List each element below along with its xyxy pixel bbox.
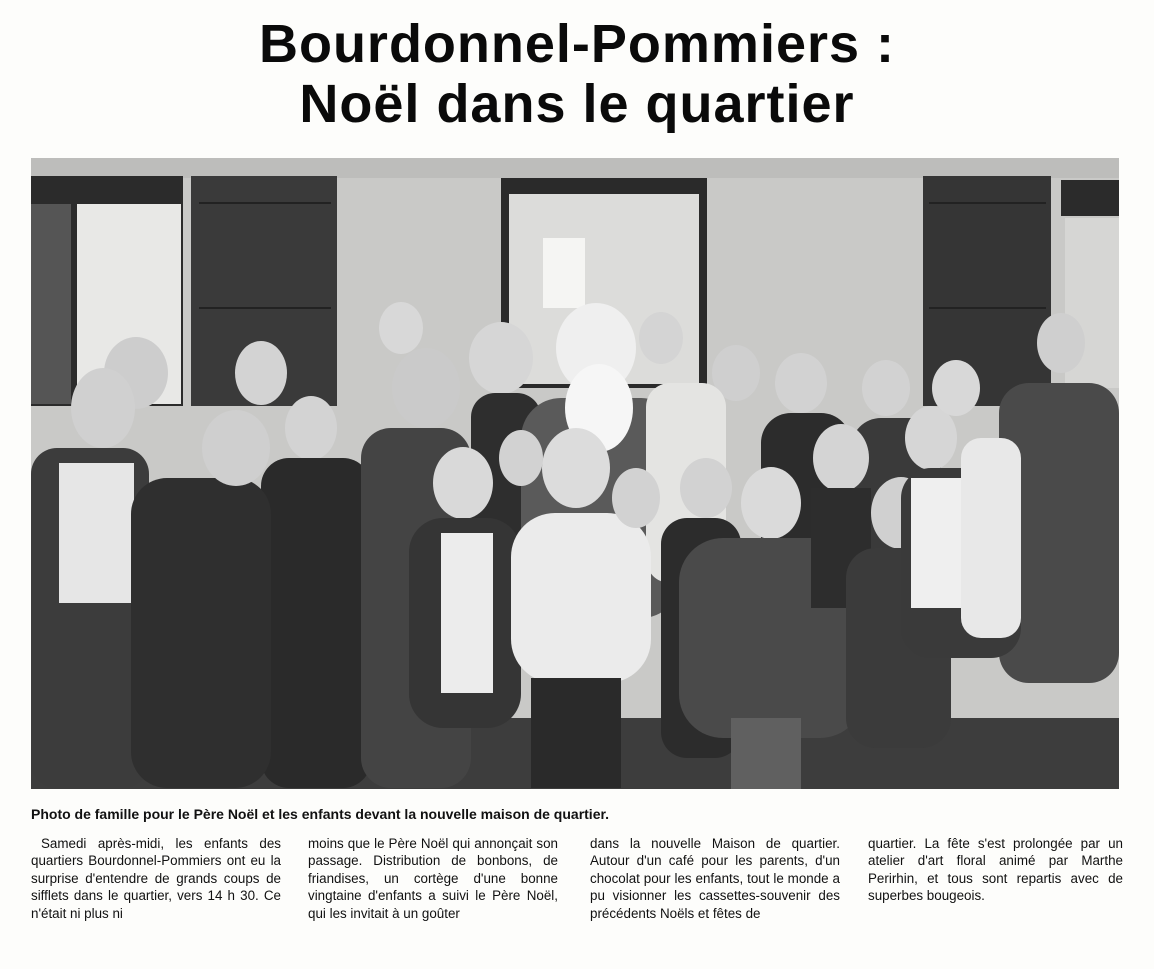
article-column-4-text: quartier. La fête s'est prolongée par un atelier d'art floral animé par Marthe Perirhin, et tous sont repartis avec de superbes bougeois. [868, 836, 1123, 904]
article-column-1-text: Samedi après-midi, les enfants des quartiers Bourdonnel-Pommiers ont eu la surprise d'entendre de grands coups de sifflets dans le quartier, vers 14 h 30. Ce n'était ni plus ni [31, 836, 281, 921]
headline [0, 14, 1154, 134]
article-column-1 [31, 835, 281, 922]
group-photo [31, 158, 1119, 789]
headline-line-2: Noël dans le quartier [299, 74, 855, 134]
photo-caption: Photo de famille pour le Père Noël et les enfants devant la nouvelle maison de quartier. [31, 806, 610, 822]
photo-illustration [31, 158, 1119, 789]
article-column-2 [308, 835, 558, 922]
article-column-3 [590, 835, 840, 922]
article-column-3-text: dans la nouvelle Maison de quartier. Autour d'un café pour les parents, d'un chocolat pour les enfants, tout le monde a pu visionner les cassettes-souvenir des précédents Noëls et fêtes de [590, 836, 840, 921]
article-column-4 [868, 835, 1123, 905]
article-column-2-text: moins que le Père Noël qui annonçait son passage. Distribution de bonbons, de friandises, un cortège d'une bonne vingtaine d'enfants a suivi le Père Noël, qui les invitait à un goûter [308, 836, 558, 921]
headline-line-1: Bourdonnel-Pommiers : [258, 14, 896, 74]
